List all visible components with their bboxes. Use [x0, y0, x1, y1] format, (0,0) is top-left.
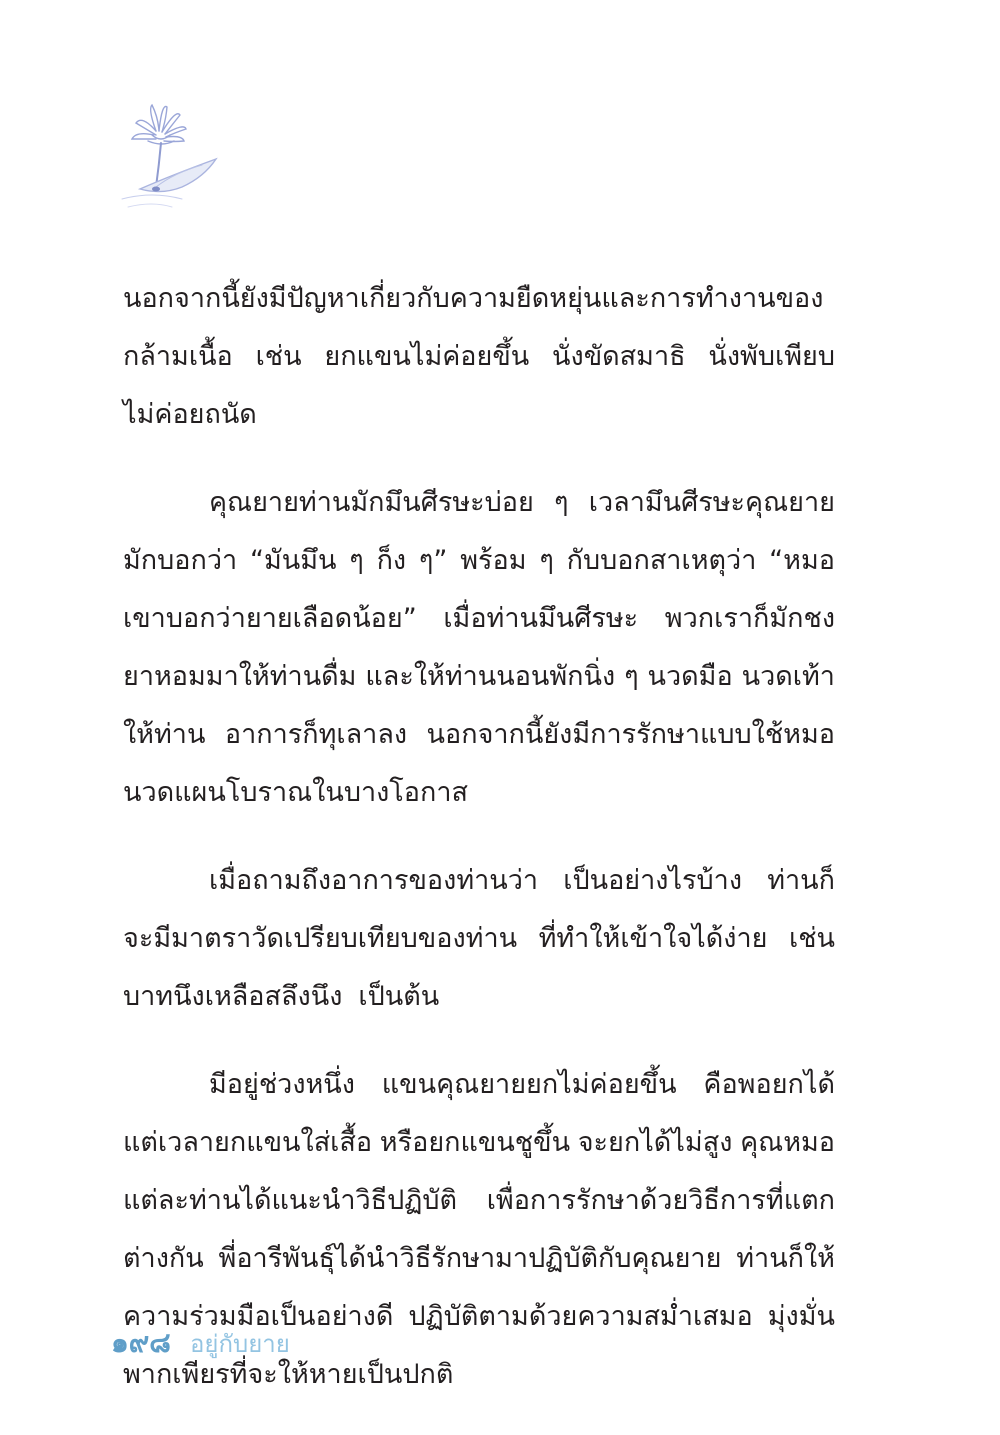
text-word: ๆ: [539, 545, 554, 576]
text-word: กับบอกสาเหตุว่า: [566, 545, 757, 576]
text-line: [123, 532, 835, 590]
text-word: นั่งขัดสมาธิ: [552, 341, 686, 372]
text-word: นอกจากนี้ยังมีปัญหาเกี่ยวกับความยืดหยุ่นและการทำงานของ: [123, 283, 824, 314]
text-word: พวกเราก็มักชง: [664, 603, 835, 634]
text-word: คุณหมอ: [740, 1127, 835, 1158]
text-word: เมื่อถามถึงอาการของท่านว่า: [209, 865, 539, 896]
text-word: นั่งพับเพียบ: [708, 341, 835, 372]
text-line: [123, 1230, 835, 1288]
text-line: [123, 968, 835, 1026]
text-word: ที่ทำให้เข้าใจได้ง่าย: [538, 923, 768, 954]
text-word: ๆ: [624, 661, 639, 692]
text-word: แต่ละท่านได้แนะนำวิธีปฏิบัติ: [123, 1185, 458, 1216]
text-word: คุณยายท่านมักมึนศีรษะบ่อย: [209, 487, 534, 518]
lotus-tree-icon: [112, 95, 232, 215]
paragraph: [123, 474, 835, 822]
text-word: มุ่งมั่น: [767, 1301, 835, 1332]
text-line: [123, 1056, 835, 1114]
text-word: ต่างกัน: [123, 1243, 204, 1274]
text-word: ท่านก็ให้: [736, 1243, 835, 1274]
text-word: นอกจากนี้ยังมีการรักษาแบบใช้หมอ: [426, 719, 835, 750]
text-word: นวดเท้า: [741, 661, 835, 692]
text-word: มีอยู่ช่วงหนึ่ง: [209, 1069, 355, 1100]
text-word: เช่น: [788, 923, 835, 954]
text-line: [123, 1172, 835, 1230]
text-word: ยกแขนไม่ค่อยขึ้น: [324, 341, 530, 372]
text-word: ๆ: [554, 487, 569, 518]
text-word: หรือยกแขนชูขึ้น: [379, 1127, 571, 1158]
page-footer: [111, 1323, 290, 1363]
text-word: ๆ: [349, 545, 364, 576]
book-title: อยู่กับยาย: [189, 1330, 290, 1358]
text-word: ปฏิบัติตามด้วยความสม่ำเสมอ: [408, 1301, 753, 1332]
text-word: ๆ”: [418, 545, 448, 576]
text-line: [123, 590, 835, 648]
paragraph-gap: [123, 444, 835, 474]
text-word: ความร่วมมือเป็นอย่างดี: [123, 1301, 394, 1332]
text-word: นวดมือ: [647, 661, 733, 692]
text-line: [123, 328, 835, 386]
text-word: แขนคุณยายยกไม่ค่อยขึ้น: [381, 1069, 677, 1100]
text-word: เป็นต้น: [358, 981, 440, 1012]
text-word: ให้ท่าน: [123, 719, 206, 750]
text-word: นวดแผนโบราณในบางโอกาส: [123, 777, 469, 808]
text-word: เช่น: [255, 341, 302, 372]
text-word: ยาหอมมาให้ท่านดื่ม: [123, 661, 357, 692]
text-line: [123, 910, 835, 968]
text-word: เวลามึนศีรษะคุณยาย: [588, 487, 835, 518]
text-word: เขาบอกว่ายายเลือดน้อย”: [123, 603, 417, 634]
paragraph-gap: [123, 1026, 835, 1056]
body-text: [123, 270, 835, 1404]
text-line: [123, 386, 835, 444]
text-word: พร้อม: [460, 545, 527, 576]
text-word: “มันมึน: [249, 545, 337, 576]
text-word: ก็ง: [376, 545, 407, 576]
text-word: ไม่ค่อยถนัด: [123, 399, 257, 430]
text-word: บาทนึงเหลือสลึงนึง: [123, 981, 343, 1012]
text-word: กล้ามเนื้อ: [123, 341, 233, 372]
text-word: พากเพียรที่จะให้หายเป็นปกติ: [123, 1359, 454, 1390]
paragraph-gap: [123, 822, 835, 852]
text-line: [123, 764, 835, 822]
text-word: เมื่อท่านมึนศีรษะ: [443, 603, 639, 634]
text-word: เพื่อการรักษาด้วยวิธีการที่แตก: [486, 1185, 835, 1216]
text-line: [123, 1114, 835, 1172]
page-number: ๑๙๘: [111, 1326, 171, 1359]
text-line: [123, 270, 835, 328]
text-line: [123, 706, 835, 764]
text-word: อาการก็ทุเลาลง: [224, 719, 408, 750]
text-word: “หมอ: [769, 545, 835, 576]
text-word: จะยกได้ไม่สูง: [577, 1127, 733, 1158]
paragraph: [123, 270, 835, 444]
text-word: คือพอยกได้: [703, 1069, 835, 1100]
text-word: ท่านก็: [767, 865, 835, 896]
text-word: จะมีมาตราวัดเปรียบเทียบของท่าน: [123, 923, 518, 954]
text-word: พี่อารีพันธุ์ได้นำวิธีรักษามาปฏิบัติกับคุณยาย: [218, 1243, 722, 1274]
text-line: [123, 648, 835, 706]
text-word: มักบอกว่า: [123, 545, 238, 576]
text-word: เป็นอย่างไรบ้าง: [563, 865, 743, 896]
text-line: [123, 852, 835, 910]
paragraph: [123, 852, 835, 1026]
text-word: และให้ท่านนอนพักนิ่ง: [365, 661, 616, 692]
text-word: แต่เวลายกแขนใส่เสื้อ: [123, 1127, 373, 1158]
text-line: [123, 474, 835, 532]
